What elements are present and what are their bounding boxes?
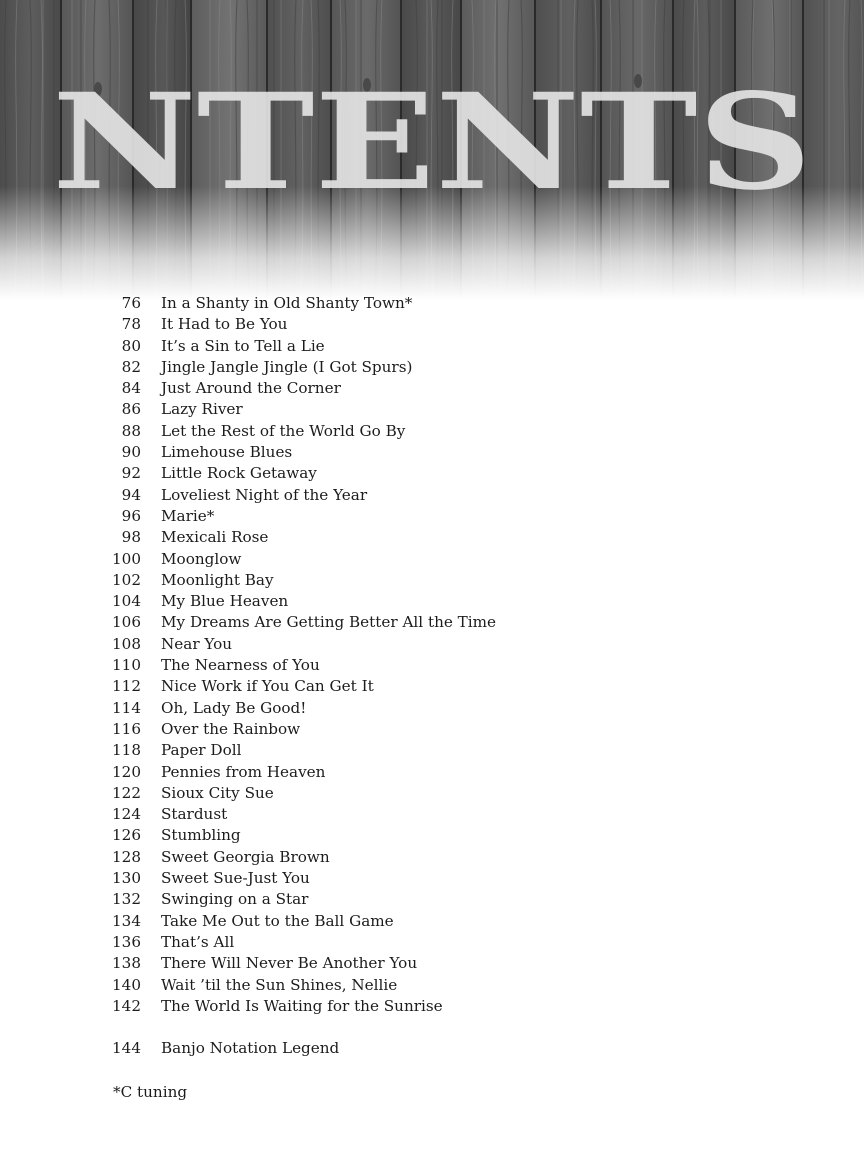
toc-song-title: My Dreams Are Getting Better All the Time: [161, 613, 497, 632]
toc-entry: [0, 719, 864, 740]
toc-song-title: Little Rock Getaway: [161, 464, 317, 483]
toc-song-title: My Blue Heaven: [161, 592, 289, 611]
toc-song-title: It Had to Be You: [161, 315, 288, 334]
toc-entry: [0, 953, 864, 974]
toc-song-title: Let the Rest of the World Go By: [161, 421, 406, 440]
toc-song-title: Mexicali Rose: [161, 528, 269, 547]
toc-song-title: Moonglow: [161, 549, 242, 568]
toc-song-title: Just Around the Corner: [161, 379, 341, 398]
toc-song-title: It’s a Sin to Tell a Lie: [161, 336, 325, 355]
toc-song-title: The Nearness of You: [161, 656, 320, 675]
toc-entry: [0, 804, 864, 825]
table-of-contents: [0, 293, 864, 1060]
toc-page-number: 144: [112, 1039, 141, 1058]
toc-song-title: Near You: [161, 634, 233, 653]
toc-song-title: Marie*: [161, 506, 215, 525]
toc-page-number: 140: [112, 975, 141, 994]
toc-page-number: 78: [121, 315, 141, 334]
toc-page-number: 108: [112, 634, 141, 653]
toc-song-title: The World Is Waiting for the Sunrise: [161, 996, 443, 1015]
toc-page-number: 116: [112, 719, 141, 738]
toc-entry: [0, 762, 864, 783]
toc-page-number: 138: [112, 954, 141, 973]
toc-entry: [0, 676, 864, 697]
toc-page-number: 98: [121, 528, 141, 547]
toc-song-title: In a Shanty in Old Shanty Town*: [161, 294, 413, 312]
toc-entry: [0, 740, 864, 761]
toc-song-title: Take Me Out to the Ball Game: [161, 911, 394, 930]
toc-entry: [0, 549, 864, 570]
header-banner: [0, 0, 864, 300]
toc-entry: [0, 442, 864, 463]
toc-page-number: 110: [112, 656, 141, 675]
toc-page-number: 102: [112, 570, 141, 589]
toc-page-number: 96: [121, 506, 141, 525]
toc-song-title: There Will Never Be Another You: [161, 954, 418, 973]
toc-entry: [0, 889, 864, 910]
toc-page-number: 104: [112, 592, 141, 611]
toc-entry: [0, 421, 864, 442]
toc-page-number: 128: [112, 847, 141, 866]
toc-entry: [0, 527, 864, 548]
toc-entry: [0, 975, 864, 996]
toc-page-number: 100: [112, 549, 141, 568]
toc-song-title: Paper Doll: [161, 741, 242, 760]
toc-page-number: 120: [112, 762, 141, 781]
toc-spacer: [0, 1017, 864, 1038]
toc-song-title: Sweet Georgia Brown: [161, 847, 330, 866]
toc-entry: [0, 847, 864, 868]
toc-entry: [0, 336, 864, 357]
toc-song-title: Over the Rainbow: [161, 719, 301, 738]
toc-entry: [0, 378, 864, 399]
toc-song-title: Nice Work if You Can Get It: [161, 677, 374, 696]
toc-page-number: 122: [112, 783, 141, 802]
toc-entry: [0, 399, 864, 420]
toc-page-number: 142: [112, 996, 141, 1015]
toc-song-title: Stumbling: [161, 826, 241, 845]
toc-song-title: Moonlight Bay: [161, 570, 274, 589]
toc-page-number: 86: [121, 400, 141, 419]
toc-page-number: 126: [112, 826, 141, 845]
toc-page-number: 82: [121, 357, 141, 376]
toc-song-title: Limehouse Blues: [161, 443, 293, 462]
toc-page-number: 80: [121, 336, 141, 355]
toc-entry: [0, 506, 864, 527]
toc-entry: [0, 314, 864, 335]
toc-page-number: 90: [121, 443, 141, 462]
toc-song-title: Stardust: [161, 805, 228, 824]
toc-entry: [0, 357, 864, 378]
toc-song-title: That’s All: [161, 932, 235, 951]
toc-page-number: 106: [112, 613, 141, 632]
toc-page-number: 112: [112, 677, 141, 696]
toc-song-title: Sweet Sue-Just You: [161, 869, 310, 888]
toc-page-number: 136: [112, 932, 141, 951]
toc-song-title: Pennies from Heaven: [161, 762, 326, 781]
toc-entry: [0, 698, 864, 719]
toc-entry: [0, 868, 864, 889]
toc-song-title: Lazy River: [161, 400, 243, 419]
toc-song-title: Loveliest Night of the Year: [161, 485, 368, 504]
toc-page-number: 88: [121, 421, 141, 440]
toc-entry: [0, 996, 864, 1017]
toc-page-number: 130: [112, 869, 141, 888]
toc-page-number: 76: [121, 294, 141, 312]
toc-page-number: 92: [121, 464, 141, 483]
toc-page-number: 134: [112, 911, 141, 930]
toc-entry: [0, 612, 864, 633]
toc-entry: [0, 783, 864, 804]
toc-entry: [0, 570, 864, 591]
toc-entry: [0, 485, 864, 506]
toc-song-title: Swinging on a Star: [161, 890, 309, 909]
toc-song-title: Sioux City Sue: [161, 783, 274, 802]
toc-page-number: 132: [112, 890, 141, 909]
toc-page-number: 114: [112, 698, 141, 717]
toc-entry: [0, 655, 864, 676]
toc-song-title: Jingle Jangle Jingle (I Got Spurs): [161, 357, 413, 376]
toc-entry: [0, 825, 864, 846]
toc-entry: [0, 634, 864, 655]
toc-entry: [0, 932, 864, 953]
toc-page-number: 84: [121, 379, 141, 398]
wood-plank-background: [0, 0, 864, 300]
footnote: *C tuning: [113, 1083, 188, 1101]
toc-song-title: Banjo Notation Legend: [161, 1039, 340, 1058]
toc-song-title: Oh, Lady Be Good!: [161, 698, 307, 717]
toc-entry: [0, 293, 864, 314]
toc-page-number: 118: [112, 741, 141, 760]
toc-page-number: 124: [112, 805, 141, 824]
toc-entry: [0, 911, 864, 932]
toc-song-title: Wait ’til the Sun Shines, Nellie: [161, 975, 398, 994]
toc-page-number: 94: [121, 485, 141, 504]
toc-entry: [0, 463, 864, 484]
toc-entry-appendix: [0, 1038, 864, 1059]
toc-entry: [0, 591, 864, 612]
